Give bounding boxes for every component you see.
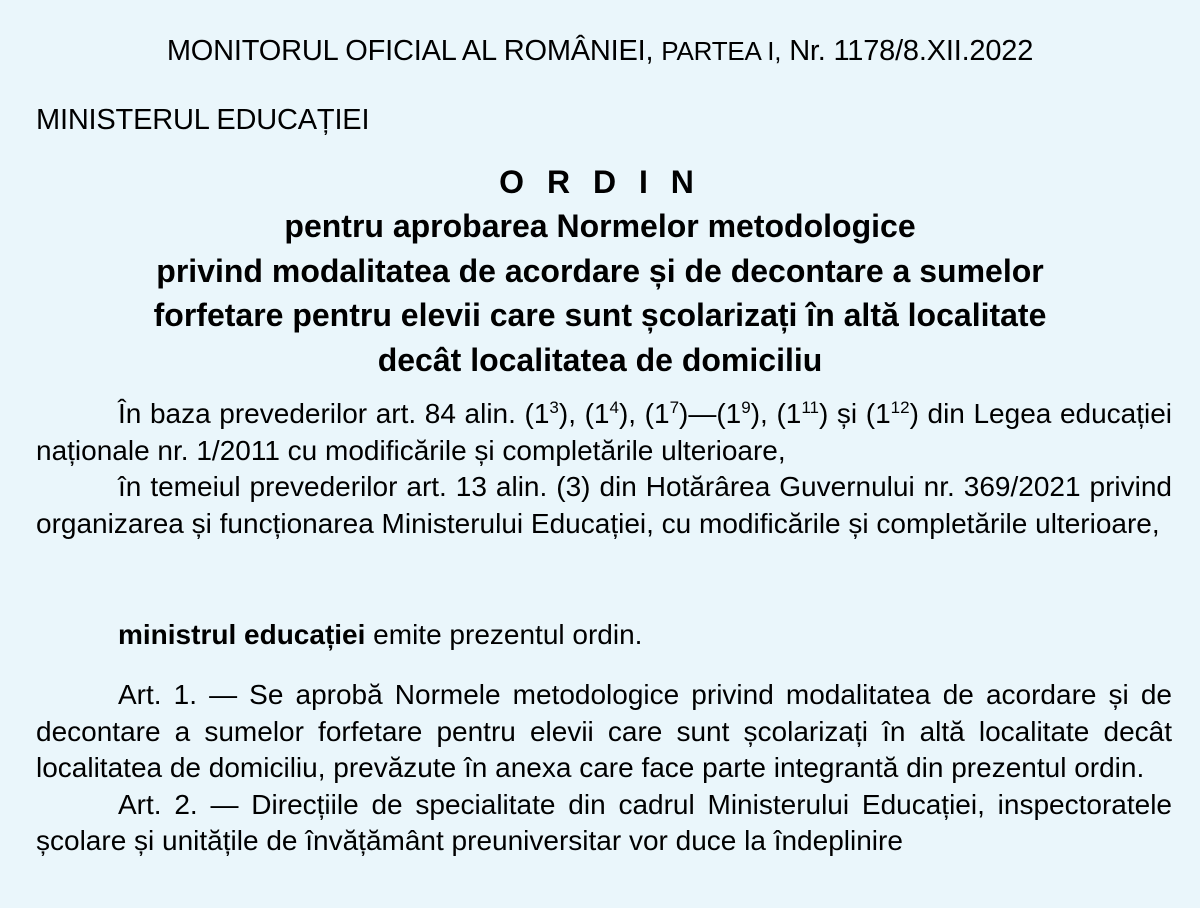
- articles: [36, 677, 1172, 860]
- article-1: Art. 1. — Se aprobă Normele metodologice privind modalitatea de acordare și de decontare a sumelor forfetare pentru elevii care sunt școlarizați în altă localitate decât localitatea de domiciliu, prevăzute în anexa care face parte integrantă din prezentul ordin.: [36, 679, 1172, 783]
- title-line: decât localitatea de domiciliu: [377, 341, 823, 378]
- article-2: Art. 2. — Direcțiile de specialitate din cadrul Ministerului Educației, inspectoratele școlare și unitățile de învățământ preuniversitar vor duce la îndeplinire: [36, 788, 1172, 856]
- preamble-paragraph-government-decision: în temeiul prevederilor art. 13 alin. (3) din Hotărârea Guvernului nr. 369/2021 privind organizarea și funcționarea Ministerului Educației, cu modificările și completările ulterioare,: [36, 471, 1172, 539]
- preamble: [36, 396, 1172, 542]
- preamble-paragraph-legal-basis: În baza prevederilor art. 84 alin. $(1^3)$, $(1^4)$, $(1^7)—(1^9)$, $(1^{11})$ și $(1^{12})$ din Legea educației naționale nr. 1/2011 cu modificările și completările ulterioare,: [36, 398, 1173, 466]
- issuer-title: ministrul educației: [118, 619, 366, 650]
- issuer-statement: emite prezentul ordin.: [365, 619, 643, 650]
- issuing-formula: [36, 617, 1172, 654]
- journal-name: MONITORUL OFICIAL AL ROMÂNIEI,: [166, 35, 654, 67]
- journal-part: PARTEA I,: [661, 36, 782, 66]
- title-line: pentru aprobarea Normelor metodologice: [284, 208, 916, 244]
- journal-header: [0, 31, 1200, 71]
- document-title: [20, 204, 1180, 382]
- title-line: forfetare pentru elevii care sunt școlarizați în altă localitate: [153, 297, 1047, 333]
- issuing-ministry: MINISTERUL EDUCAȚIEI: [36, 104, 370, 136]
- document-type: O R D I N: [499, 164, 701, 200]
- title-line: privind modalitatea de acordare și de decontare a sumelor: [156, 252, 1044, 289]
- journal-issue: Nr. 1178/8.XII.2022: [789, 35, 1034, 67]
